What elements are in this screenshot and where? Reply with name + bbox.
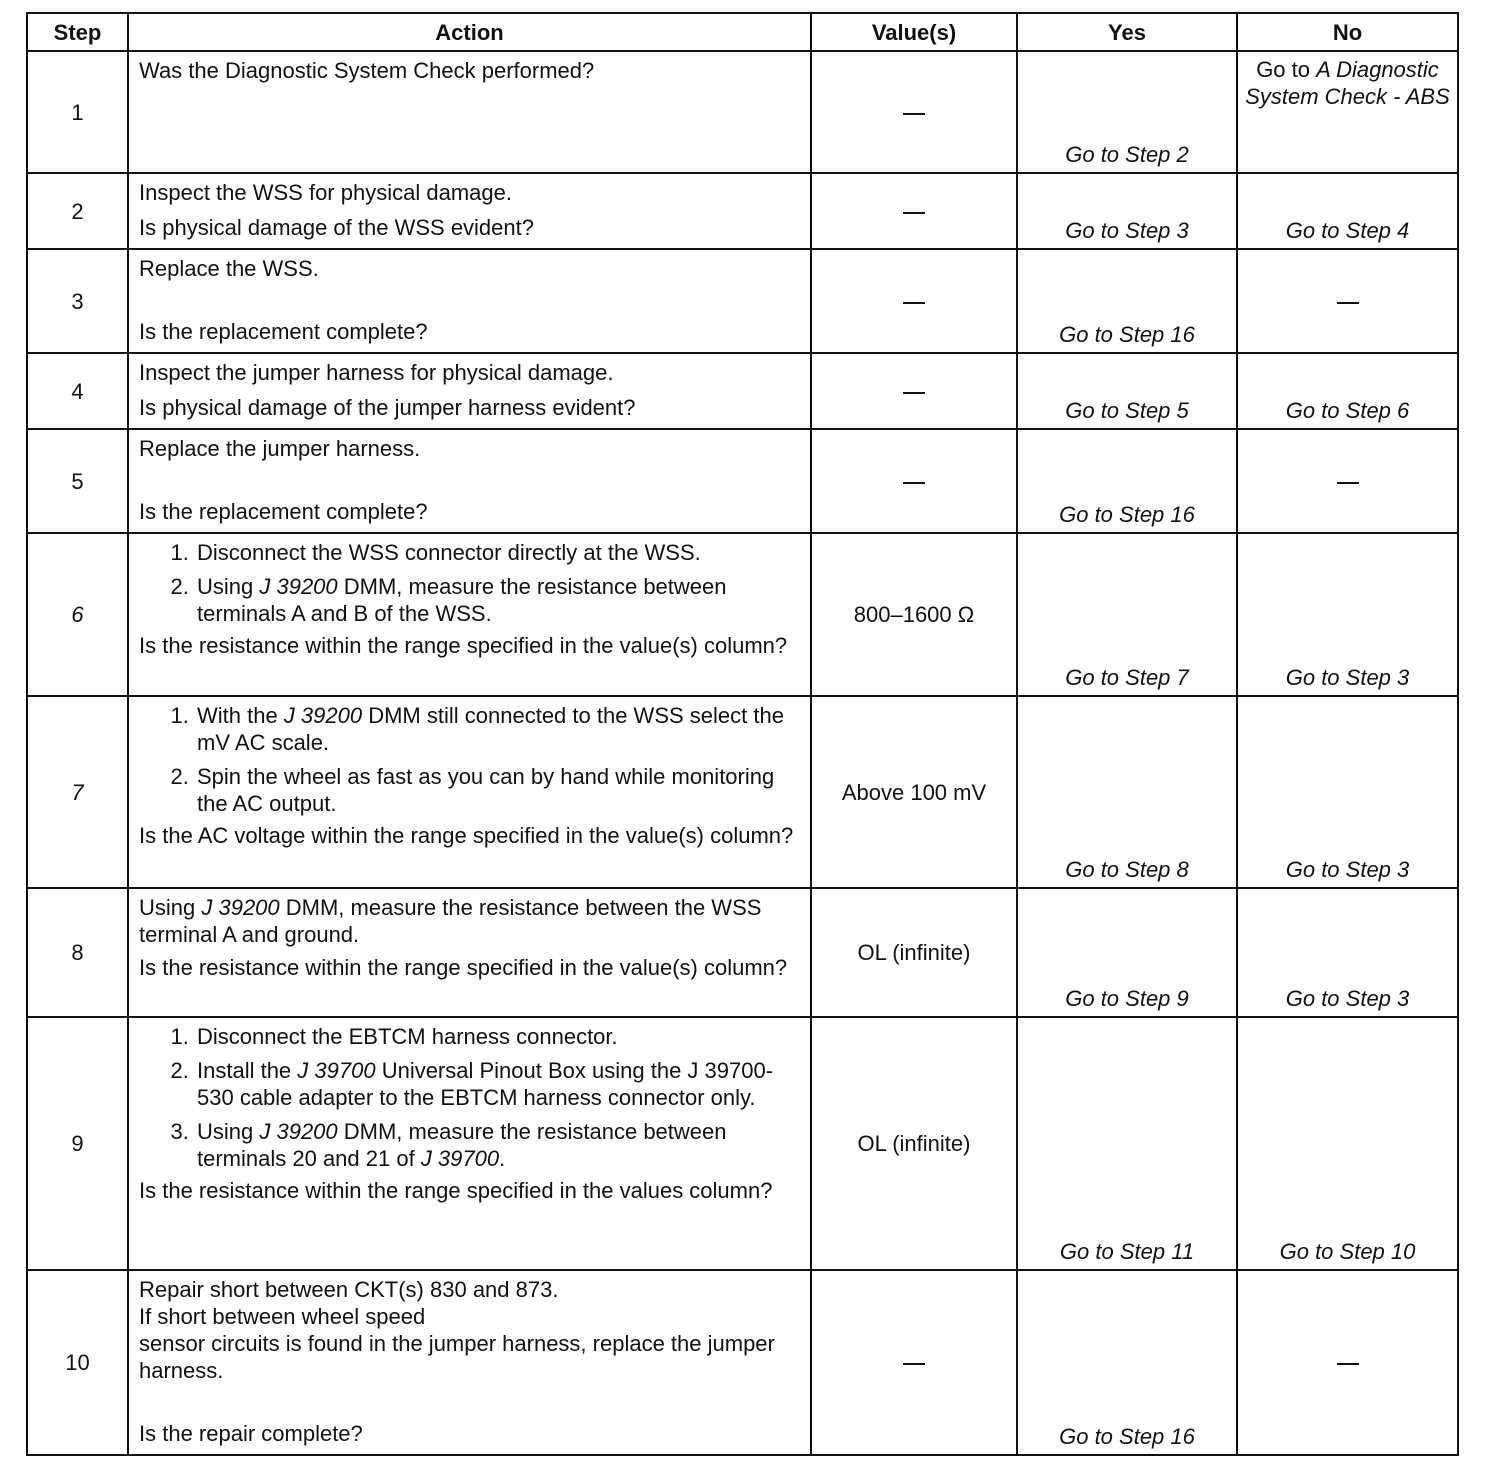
action-steps [139,539,798,627]
action-step-3 [195,1118,798,1172]
action-cell [128,249,811,353]
tool-ref: J 39700 [297,1058,376,1083]
dash-mark [1337,1363,1359,1365]
dash-mark [903,482,925,484]
yes-cell[interactable]: Go to Step 9 [1017,888,1237,1017]
yes-cell[interactable]: Go to Step 5 [1017,353,1237,429]
action-text: Inspect the jumper harness for physical damage. [139,360,614,385]
action-step-2 [195,573,798,627]
header-row [27,13,1458,51]
text: DMM, measure the resistance between the WSS terminal A and ground. [139,895,762,947]
no-prefix: Go to [1256,57,1317,82]
text: Using [139,895,202,920]
table-row [27,533,1458,696]
header-yes: Yes [1017,13,1237,51]
value-cell: OL (infinite) [811,888,1017,1017]
header-step: Step [27,13,128,51]
action-question: Is the repair complete? [139,1421,363,1446]
action-question: Is the resistance within the range specified in the value(s) column? [139,955,788,980]
header-no: No [1237,13,1458,51]
dash-mark [903,113,925,115]
action-steps [139,702,798,817]
value-cell: OL (infinite) [811,1017,1017,1270]
tool-ref: J 39200 [283,703,363,728]
no-cell[interactable] [1237,51,1458,173]
yes-cell[interactable]: Go to Step 16 [1017,1270,1237,1455]
no-cell [1237,429,1458,533]
dash-mark [1337,302,1359,304]
step-number: 3 [27,249,128,353]
diagnostic-table [26,12,1459,1456]
text: DMM, measure the resistance between terminals 20 and 21 of [197,1119,727,1171]
action-question: Is the resistance within the range specified in the value(s) column? [139,633,788,658]
action-step-1: 1. Disconnect the WSS connector directly at the WSS. [195,539,798,566]
tool-ref: J 39700 [420,1146,500,1171]
value-cell [811,353,1017,429]
tool-ref: J 39200 [201,895,280,920]
action-step-2: 2. Spin the wheel as fast as you can by hand while monitoring the AC output. [195,763,798,817]
value-cell [811,1270,1017,1455]
action-steps [139,1023,798,1172]
action-question: Is physical damage of the WSS evident? [139,215,534,240]
action-text: Repair short between CKT(s) 830 and 873. [139,1277,559,1302]
table-row [27,173,1458,249]
table-row [27,249,1458,353]
no-cell [1237,1270,1458,1455]
table-row [27,1270,1458,1455]
dash-mark [903,1363,925,1365]
tool-ref: J 39200 [259,1119,338,1144]
step-number: 1 [27,51,128,173]
action-step-2 [195,1057,798,1111]
dash-mark [1337,482,1359,484]
action-step-1 [195,702,798,756]
dash-mark [903,392,925,394]
text: Universal Pinout Box using the J 39700-530 cable adapter to the EBTCM harness connector only. [197,1058,774,1110]
step-number: 2 [27,173,128,249]
action-cell [128,1017,811,1270]
value-cell [811,51,1017,173]
table-row [27,888,1458,1017]
action-cell [128,51,811,173]
text: DMM still connected to the WSS select the mV AC scale. [197,703,784,755]
step-number: 5 [27,429,128,533]
step-number: 7 [27,696,128,888]
action-step-1: 1. Disconnect the EBTCM harness connector. [195,1023,798,1050]
value-cell [811,173,1017,249]
action-cell [128,696,811,888]
action-cell [128,429,811,533]
step-number: 4 [27,353,128,429]
text: DMM, measure the resistance between terminals A and B of the WSS. [197,574,727,626]
no-link[interactable]: A Diagnostic System Check - ABS [1245,57,1450,109]
action-cell [128,533,811,696]
table-row [27,1017,1458,1270]
tool-ref: J 39200 [259,574,338,599]
action-text: Replace the jumper harness. [139,436,421,461]
yes-cell[interactable]: Go to Step 16 [1017,249,1237,353]
yes-cell[interactable]: Go to Step 8 [1017,696,1237,888]
action-text: Replace the WSS. [139,256,319,281]
action-text: If short between wheel speed [139,1304,426,1329]
step-number: 6 [27,533,128,696]
no-cell[interactable]: Go to Step 4 [1237,173,1458,249]
step-number: 9 [27,1017,128,1270]
no-cell[interactable]: Go to Step 6 [1237,353,1458,429]
action-question: Was the Diagnostic System Check performed? [139,58,595,83]
value-cell: Above 100 mV [811,696,1017,888]
action-cell [128,888,811,1017]
no-cell[interactable]: Go to Step 3 [1237,533,1458,696]
value-cell [811,429,1017,533]
action-question: Is the replacement complete? [139,319,428,344]
yes-cell[interactable]: Go to Step 16 [1017,429,1237,533]
action-text: sensor circuits is found in the jumper harness, replace the jumper harness. [139,1331,775,1383]
text: With the [197,703,284,728]
header-values: Value(s) [811,13,1017,51]
no-cell[interactable]: Go to Step 10 [1237,1017,1458,1270]
text: Using [197,1119,260,1144]
table-row [27,353,1458,429]
table-row [27,429,1458,533]
yes-cell[interactable]: Go to Step 3 [1017,173,1237,249]
dash-mark [903,212,925,214]
action-cell [128,173,811,249]
yes-cell[interactable]: Go to Step 2 [1017,51,1237,173]
action-text: Inspect the WSS for physical damage. [139,180,512,205]
table-row [27,51,1458,173]
step-number: 10 [27,1270,128,1455]
yes-cell[interactable]: Go to Step 11 [1017,1017,1237,1270]
value-cell: 800–1600 Ω [811,533,1017,696]
header-action: Action [128,13,811,51]
action-question: Is the replacement complete? [139,499,428,524]
action-question: Is the resistance within the range specified in the values column? [139,1178,773,1203]
dash-mark [903,302,925,304]
step-number: 8 [27,888,128,1017]
no-cell [1237,249,1458,353]
text: Install the [197,1058,298,1083]
action-cell [128,1270,811,1455]
yes-cell[interactable]: Go to Step 7 [1017,533,1237,696]
no-cell[interactable]: Go to Step 3 [1237,888,1458,1017]
text: Using [197,574,260,599]
value-cell [811,249,1017,353]
action-question: Is physical damage of the jumper harness evident? [139,395,636,420]
action-text [139,894,798,948]
action-cell [128,353,811,429]
table-row [27,696,1458,888]
no-cell[interactable]: Go to Step 3 [1237,696,1458,888]
action-question: Is the AC voltage within the range specified in the value(s) column? [139,823,794,848]
text: . [499,1146,506,1171]
